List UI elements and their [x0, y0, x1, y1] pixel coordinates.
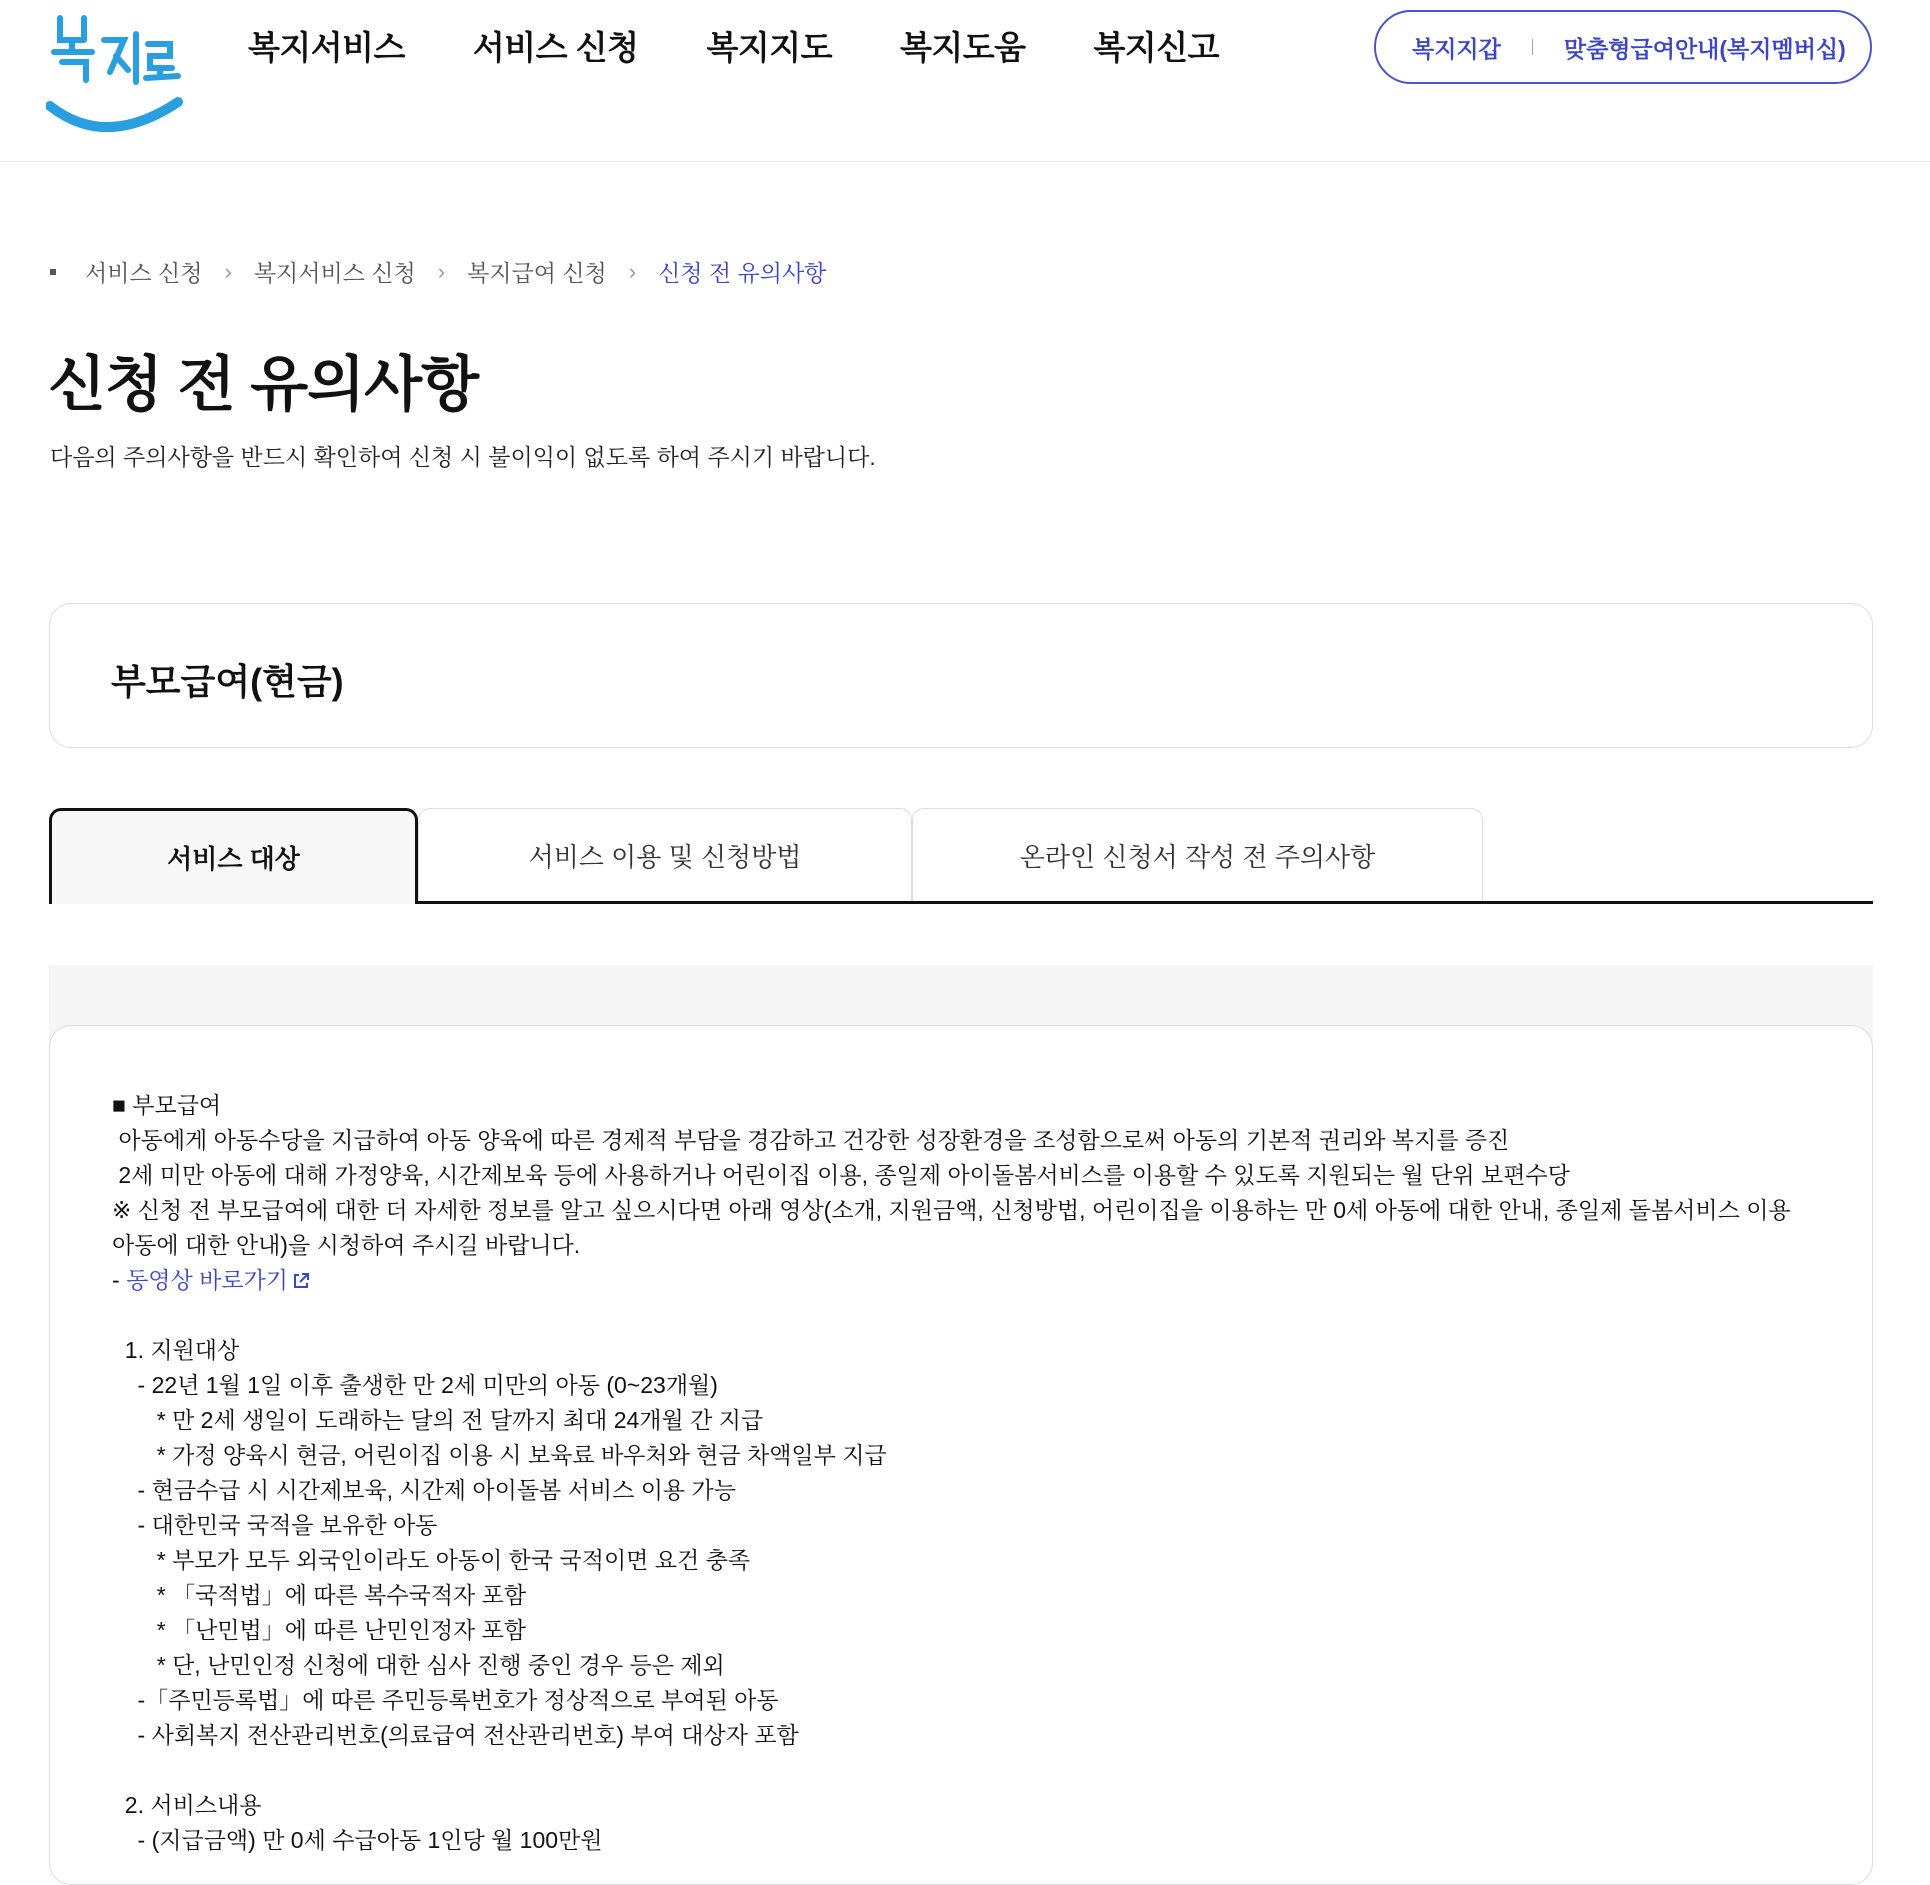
- service-target-content: [112, 1088, 1812, 1858]
- welfare-wallet-link[interactable]: 복지지갑: [1412, 35, 1501, 62]
- utility-links: [1374, 10, 1872, 84]
- content-line: * 「난민법」에 따른 난민인정자 포함: [112, 1617, 527, 1643]
- nav-welfare-report[interactable]: 복지신고: [1093, 29, 1219, 66]
- content-line: * 만 2세 생일이 도래하는 달의 전 달까지 최대 24개월 간 지급: [112, 1407, 764, 1433]
- content-line: 2세 미만 아동에 대해 가정양육, 시간제보육 등에 사용하거나 어린이집 이용, 종일제 아이돌봄서비스를 이용할 수 있도록 지원되는 월 단위 보편수당: [112, 1162, 1570, 1188]
- spacer: [112, 1298, 1812, 1333]
- breadcrumb-item[interactable]: 복지서비스 신청: [253, 260, 416, 286]
- external-link-icon[interactable]: [292, 1272, 310, 1290]
- section-title: 2. 서비스내용: [112, 1792, 262, 1818]
- content-line: - (지급금액) 만 0세 수급아동 1인당 월 100만원: [112, 1827, 603, 1853]
- service-card: [49, 603, 1873, 748]
- chevron-right-icon: ›: [628, 258, 637, 284]
- section-heading: ■ 부모급여: [112, 1092, 222, 1118]
- tab-bar: [49, 808, 1873, 904]
- service-title: 부모급여(현금): [111, 661, 344, 702]
- breadcrumb: [50, 255, 826, 288]
- content-line: - 22년 1월 1일 이후 출생한 만 2세 미만의 아동 (0~23개월): [112, 1372, 718, 1398]
- nav-welfare-help[interactable]: 복지도움: [899, 29, 1026, 66]
- main-nav: [248, 22, 1287, 74]
- content-line: 아동에게 아동수당을 지급하여 아동 양육에 따른 경제적 부담을 경감하고 건강한 성장환경을 조성함으로써 아동의 기본적 권리와 복지를 증진: [112, 1127, 1510, 1153]
- tab-usage-and-apply[interactable]: 서비스 이용 및 신청방법: [418, 808, 912, 901]
- notice-line: ※ 신청 전 부모급여에 대한 더 자세한 정보를 알고 싶으시다면 아래 영상(소개, 지원금액, 신청방법, 어린이집을 이용하는 만 0세 아동에 대한 안내, 종일제 돌봄서비스 이용 아동에 대한 안내)을 시청하여 주시길 바랍니다.: [112, 1197, 1791, 1258]
- site-logo[interactable]: [46, 10, 186, 135]
- tab-service-target[interactable]: 서비스 대상: [49, 808, 418, 904]
- content-line: - 사회복지 전산관리번호(의료급여 전산관리번호) 부여 대상자 포함: [112, 1722, 799, 1748]
- content-line: - 대한민국 국적을 보유한 아동: [112, 1512, 438, 1538]
- tab-online-precautions[interactable]: 온라인 신청서 작성 전 주의사항: [912, 808, 1483, 901]
- nav-welfare-map[interactable]: 복지지도: [706, 29, 832, 66]
- spacer: [112, 1753, 1812, 1788]
- content-line: * 부모가 모두 외국인이라도 아동이 한국 국적이면 요건 충족: [112, 1547, 751, 1573]
- content-line: * 「국적법」에 따른 복수국적자 포함: [112, 1582, 527, 1608]
- chevron-right-icon: ›: [224, 258, 232, 284]
- section-title: 1. 지원대상: [112, 1337, 240, 1363]
- divider: [1532, 39, 1533, 55]
- video-link-prefix: -: [112, 1267, 127, 1293]
- nav-welfare-services[interactable]: 복지서비스: [248, 29, 405, 66]
- breadcrumb-current: 신청 전 유의사항: [658, 260, 827, 286]
- chevron-right-icon: ›: [437, 258, 446, 284]
- page-title: 신청 전 유의사항: [48, 351, 479, 418]
- video-link[interactable]: 동영상 바로가기: [126, 1267, 288, 1293]
- breadcrumb-item[interactable]: 서비스 신청: [85, 260, 203, 286]
- nav-service-apply[interactable]: 서비스 신청: [472, 29, 639, 66]
- logo-icon: [46, 10, 186, 135]
- welfare-membership-link[interactable]: 맞춤형급여안내(복지멤버십): [1563, 35, 1846, 62]
- video-link-line: [112, 1263, 1812, 1298]
- content-line: * 가정 양육시 현금, 어린이집 이용 시 보육료 바우처와 현금 차액일부 지급: [112, 1442, 887, 1468]
- breadcrumb-item[interactable]: 복지급여 신청: [467, 260, 607, 286]
- breadcrumb-bullet-icon: [50, 269, 56, 275]
- site-header: [0, 0, 1930, 162]
- page-description: 다음의 주의사항을 반드시 확인하여 신청 시 불이익이 없도록 하여 주시기 바랍니다.: [50, 444, 876, 470]
- content-line: * 단, 난민인정 신청에 대한 심사 진행 중인 경우 등은 제외: [112, 1652, 725, 1678]
- content-line: - 현금수급 시 시간제보육, 시간제 아이돌봄 서비스 이용 가능: [112, 1477, 736, 1503]
- content-line: -「주민등록법」에 따른 주민등록번호가 정상적으로 부여된 아동: [112, 1687, 779, 1713]
